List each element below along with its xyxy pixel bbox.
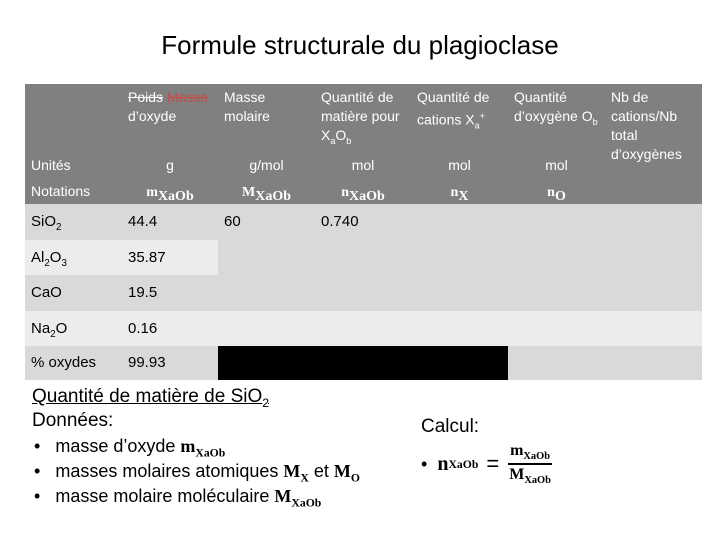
list-item: • masse d’oxyde $m_{XaOb}$: [34, 436, 226, 460]
list-item: • masse molaire moléculaire $M_{XaOb}$: [34, 486, 322, 510]
header-empty-cell: [25, 84, 122, 152]
table-row-oxide: CaO: [25, 275, 122, 311]
table-cell-empty: [605, 346, 702, 380]
table-cell-empty: [605, 311, 702, 346]
page-title: Formule structurale du plagioclase: [161, 30, 559, 60]
table-cell-empty: [508, 204, 605, 240]
units-qty: mol: [315, 152, 411, 178]
bullet-icon: •: [421, 453, 428, 474]
table-cell-empty: [508, 240, 605, 275]
table-cell-mass: 99.93: [122, 346, 218, 380]
table-cell-empty: [605, 240, 702, 275]
units-mass: g: [122, 152, 218, 178]
table-cell-mass: 0.16: [122, 311, 218, 346]
header-oxide-mass: [122, 84, 218, 152]
calcul-label: Calcul:: [421, 416, 480, 437]
units-cations: mol: [411, 152, 508, 178]
table-cell-qty: 0.740: [315, 204, 411, 240]
table-row-oxide: SiO$_2$: [25, 204, 122, 240]
table-cell-empty: [218, 275, 315, 311]
table-row-oxide: % oxydes: [25, 346, 122, 380]
table-cell-blackout: [218, 346, 315, 380]
table-cell-mass: 19.5: [122, 275, 218, 311]
table-cell-empty: [605, 204, 702, 240]
table-cell-empty: [411, 204, 508, 240]
table-cell-molar: 60: [218, 204, 315, 240]
units-molar: g/mol: [218, 152, 315, 178]
notation-qty: $n_{XaOb}$: [315, 178, 411, 204]
units-oxygen: mol: [508, 152, 605, 178]
table-cell-empty: [508, 311, 605, 346]
bullet-icon: •: [34, 461, 41, 481]
donnees-label: Données:: [32, 410, 114, 431]
section-heading: Quantité de matière de SiO$_2$: [32, 386, 270, 410]
table-cell-empty: [411, 275, 508, 311]
bullet-icon: •: [34, 486, 41, 506]
header-ratio: Nb de cations/Nb total d’oxygènes: [605, 84, 702, 204]
header-molar-mass: Masse molaire: [218, 84, 315, 152]
notation-molar: $M_{XaOb}$: [218, 178, 315, 204]
table-cell-empty: [508, 346, 605, 380]
formula: • n XaOb = $\frac{m_{XaOb}}{M_{XaOb}}$: [421, 441, 551, 487]
notation-mass: $m_{XaOb}$: [122, 178, 218, 204]
bullet-icon: •: [34, 436, 41, 456]
table-cell-empty: [605, 275, 702, 311]
notation-cations: $n_X$: [411, 178, 508, 204]
table-cell-blackout: [411, 346, 508, 380]
table-cell-empty: [218, 240, 315, 275]
table-cell-empty: [218, 311, 315, 346]
list-item: • masses molaires atomiques $M_X$ et $M_O$: [34, 461, 360, 485]
formula-fraction: $\frac{m_{XaOb}}{M_{XaOb}}$: [509, 441, 551, 487]
header-struck-word: Poids: [128, 89, 164, 105]
table-cell-empty: [315, 275, 411, 311]
table-cell-mass: 35.87: [122, 240, 218, 275]
table-cell-mass: 44.4: [122, 204, 218, 240]
header-quantity-matter: Quantité de matière pour $X_aO_b$: [315, 84, 411, 152]
header-oxygen-quantity: Quantité d’oxygène $O_b$: [508, 84, 605, 152]
header-red-word: Masse: [166, 89, 209, 105]
table-cell-empty: [411, 311, 508, 346]
notations-label: Notations: [25, 178, 122, 204]
table-cell-empty: [411, 240, 508, 275]
table-cell-blackout: [315, 346, 411, 380]
table-row-oxide: $Al_2O_3$: [25, 240, 122, 275]
table-cell-empty: [508, 275, 605, 311]
table-row-oxide: $Na_2O$: [25, 311, 122, 346]
table-cell-empty: [315, 240, 411, 275]
notation-oxygen: $n_O$: [508, 178, 605, 204]
header-oxide-word: d’oxyde: [128, 108, 177, 124]
table-cell-empty: [315, 311, 411, 346]
header-cation-quantity: Quantité de cations $X_a^+$: [411, 84, 508, 152]
units-label: Unités: [25, 152, 122, 178]
